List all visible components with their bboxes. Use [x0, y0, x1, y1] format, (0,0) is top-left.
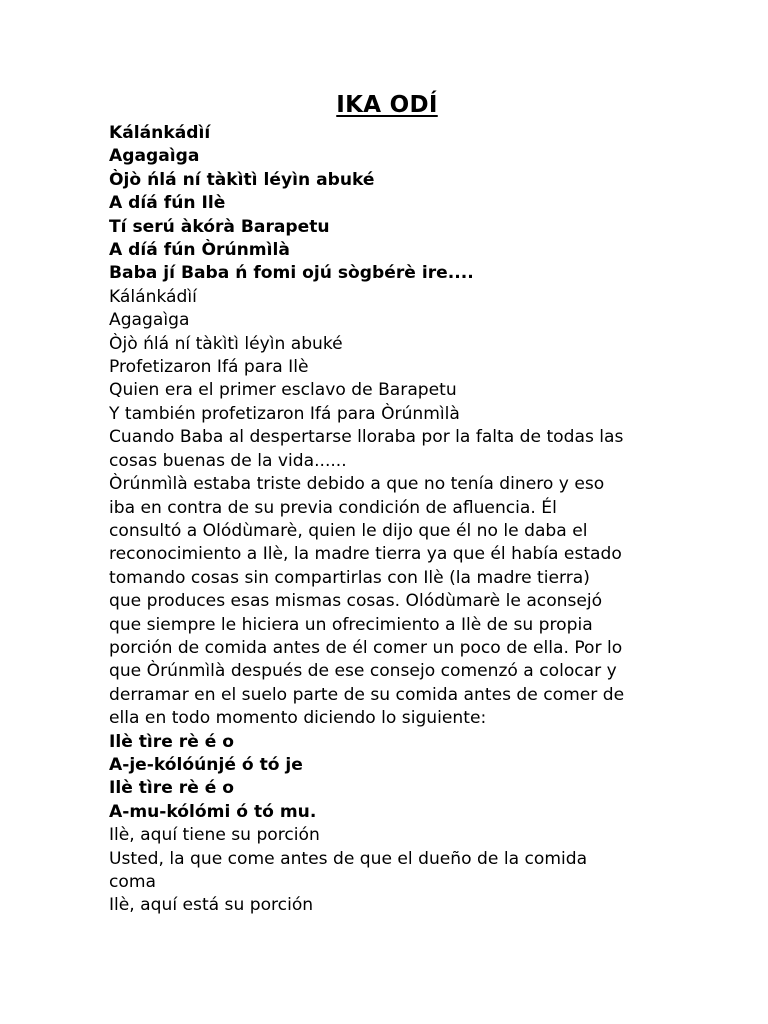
text-line: Òjò ńlá ní tàkìtì léyìn abuké — [109, 333, 343, 354]
document-title: IKA ODÍ — [336, 92, 438, 118]
text-line: tomando cosas sin compartirlas con Ilè (la madre tierra) — [109, 567, 590, 588]
verse-line: Kálánkádìí — [109, 123, 211, 143]
text-line: Ilè, aquí tiene su porción — [109, 825, 320, 846]
verse-line: Baba jí Baba ń fomi ojú sògbérè ire.... — [109, 263, 474, 284]
verse-line: A díá fún Òrúnmìlà — [109, 240, 290, 261]
verse-line: Òjò ńlá ní tàkìtì léyìn abuké — [109, 169, 375, 190]
document-body — [109, 122, 665, 918]
text-line: Agagaìga — [109, 310, 190, 331]
text-line: cosas buenas de la vida...... — [109, 450, 347, 471]
text-line: Usted, la que come antes de que el dueño de la comida — [109, 848, 588, 869]
verse-line: Ilè tìre rè é o — [109, 778, 235, 799]
text-line: Profetizaron Ifá para Ilè — [109, 357, 309, 378]
text-line: Cuando Baba al despertarse lloraba por la falta de todas las — [109, 427, 624, 448]
text-line: Y también profetizaron Ifá para Òrúnmìlà — [109, 403, 460, 424]
text-line: iba en contra de su previa condición de afluencia. Él — [109, 497, 557, 518]
text-line: Òrúnmìlà estaba triste debido a que no tenía dinero y eso — [109, 474, 605, 495]
text-line: consultó a Olódùmarè, quien le dijo que él no le daba el — [109, 520, 588, 541]
verse-line: A-je-kólóúnjé ó tó je — [109, 754, 303, 775]
verse-line: Agagaìga — [109, 146, 200, 167]
text-line: Quien era el primer esclavo de Barapetu — [109, 380, 457, 401]
text-line: ella en todo momento diciendo lo siguiente: — [109, 708, 487, 729]
verse-line: Tí serú àkórà Barapetu — [109, 216, 330, 237]
text-line: reconocimiento a Ilè, la madre tierra ya que él había estado — [109, 544, 622, 565]
verse-line: Ilè tìre rè é o — [109, 731, 235, 752]
text-line: porción de comida antes de él comer un poco de ella. Por lo — [109, 637, 623, 658]
text-line: Ilè, aquí está su porción — [109, 895, 314, 916]
verse-line: A-mu-kólómi ó tó mu. — [109, 801, 317, 822]
text-line: que siempre le hiciera un ofrecimiento a Ilè de su propia — [109, 614, 593, 635]
document-page — [109, 88, 665, 918]
text-line: que produces esas mismas cosas. Olódùmarè le aconsejó — [109, 591, 603, 612]
text-line: Kálánkádìí — [109, 286, 197, 307]
text-line: coma — [109, 872, 156, 892]
text-line: que Òrúnmìlà después de ese consejo comenzó a colocar y — [109, 661, 617, 682]
text-line: derramar en el suelo parte de su comida antes de comer de — [109, 684, 625, 705]
verse-line: A díá fún Ilè — [109, 193, 226, 214]
